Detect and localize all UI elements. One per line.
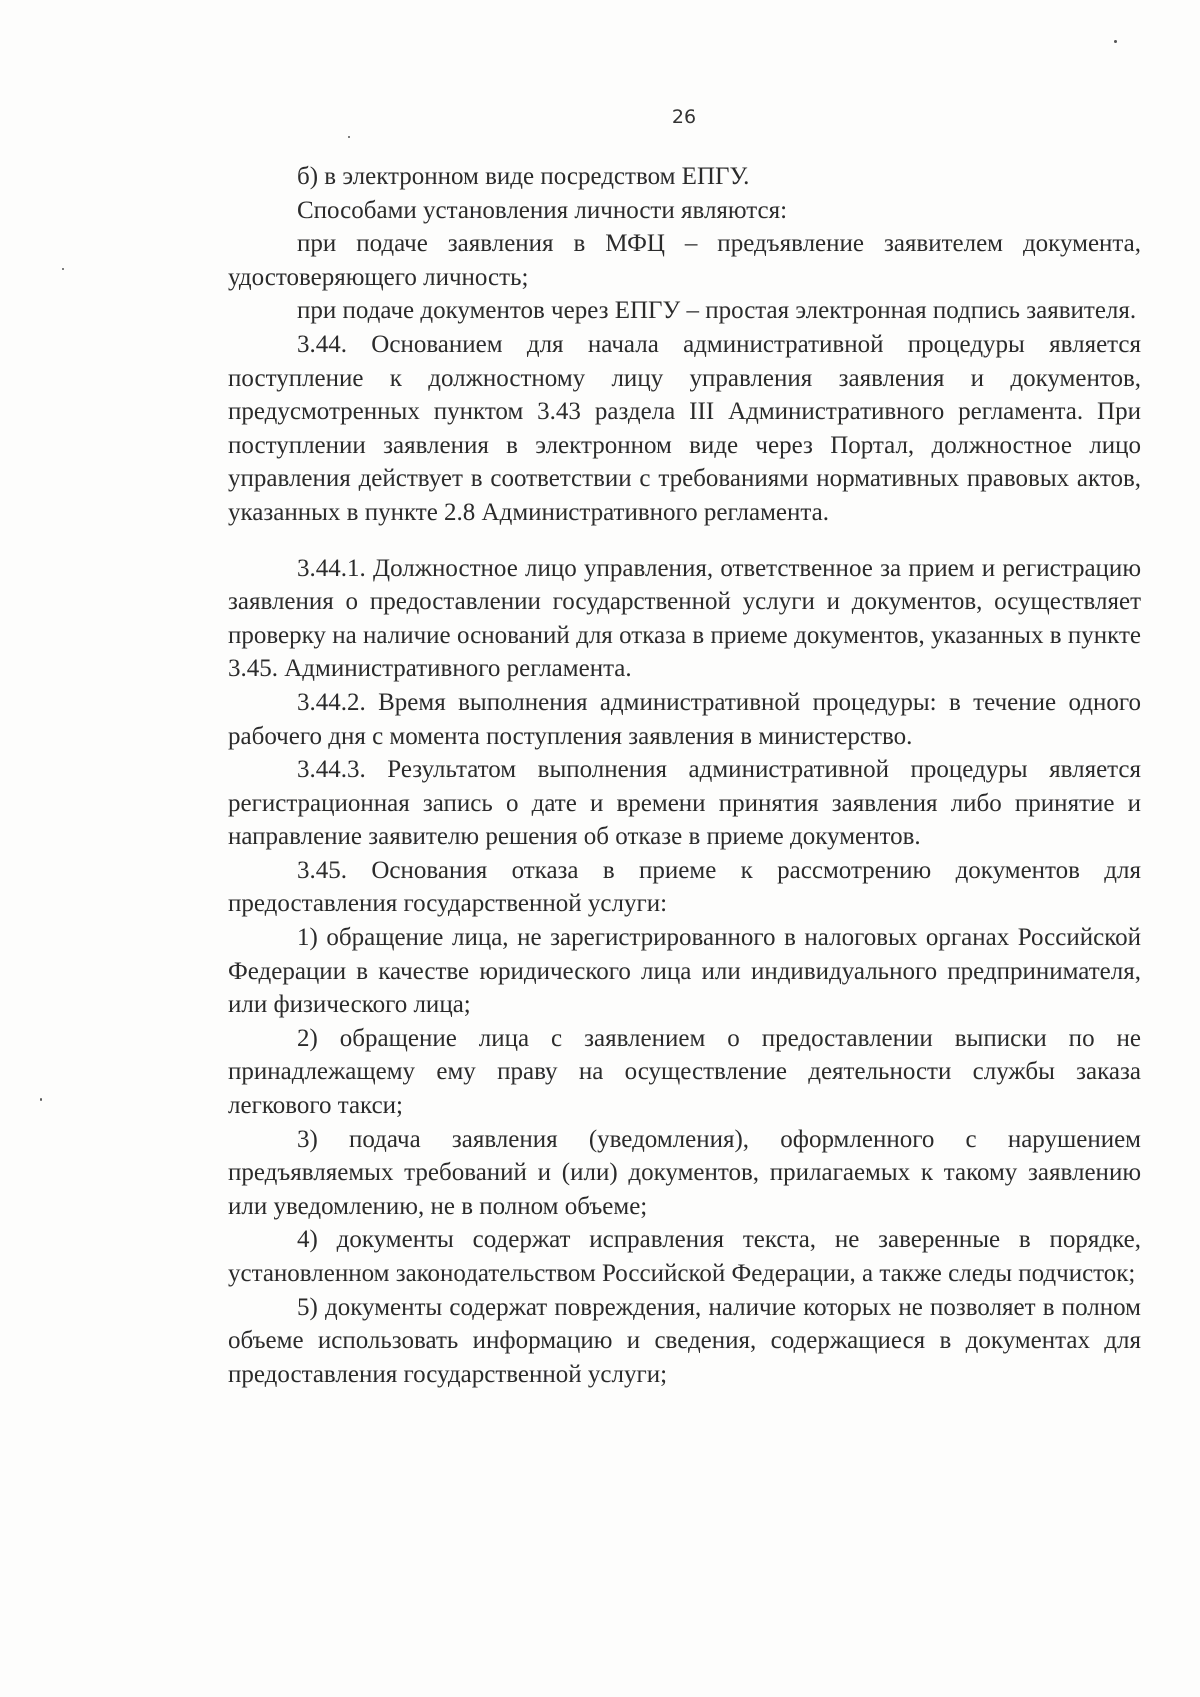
page-number: 26	[671, 106, 697, 128]
scan-speck	[348, 136, 350, 138]
paragraph: 3) подача заявления (уведомления), оформленного с нарушением предъявляемых требований и (или) документов, прилагаемых к такому заявлению или уведомлению, не в полном объеме;	[228, 1125, 1141, 1220]
scan-speck	[1114, 40, 1117, 43]
paragraph: Способами установления личности являются:	[297, 196, 788, 224]
paragraph: 1) обращение лица, не зарегистрированного в налоговых органах Российской Федерации в качестве юридического лица или индивидуального предпринимателя, или физического лица;	[228, 924, 1141, 1019]
paragraph: 5) документы содержат повреждения, наличие которых не позволяет в полном объеме использовать информацию и сведения, содержащиеся в документах для предоставления государственной услуги;	[228, 1293, 1141, 1388]
paragraph: 2) обращение лица с заявлением о предоставлении выписки по не принадлежащему ему праву на осуществление деятельности службы заказа легкового такси;	[228, 1024, 1141, 1120]
paragraph: при подаче заявления в МФЦ – предъявление заявителем документа, удостоверяющего личность;	[228, 230, 1141, 291]
paragraph: 3.44. Основанием для начала административной процедуры является поступление к должностному лицу управления заявления и документов, предусмотренных пунктом 3.43 раздела III Административного регламента. При поступлении заявления в электронном виде через Портал, должностное лицо управления действует в соответствии с требованиями нормативных правовых актов, указанных в пункте 2.8 Административного регламента.	[228, 330, 1141, 526]
paragraph: 3.44.3. Результатом выполнения административной процедуры является регистрационная запись о дате и времени принятия заявления либо принятие и направление заявителю решения об отказе в приеме документов.	[228, 756, 1141, 851]
paragraph: 3.45. Основания отказа в приеме к рассмотрению документов для предоставления государственной услуги:	[228, 856, 1141, 918]
paragraph: 3.44.1. Должностное лицо управления, ответственное за прием и регистрацию заявления о предоставлении государственной услуги и документов, осуществляет проверку на наличие оснований для отказа в приеме документов, указанных в пункте 3.45. Административного регламента.	[228, 554, 1141, 683]
paragraph: 3.44.2. Время выполнения административной процедуры: в течение одного рабочего дня с момента поступления заявления в министерство.	[228, 688, 1141, 750]
scan-speck	[62, 268, 64, 270]
paragraph: при подаче документов через ЕПГУ – простая электронная подпись заявителя.	[297, 297, 1137, 325]
paragraph: б) в электронном виде посредством ЕПГУ.	[297, 163, 750, 190]
document-body	[228, 160, 1141, 1391]
paragraph: 4) документы содержат исправления текста, не заверенные в порядке, установленном законодательством Российской Федерации, а также следы подчисток;	[228, 1226, 1141, 1287]
scan-speck	[40, 1098, 42, 1101]
